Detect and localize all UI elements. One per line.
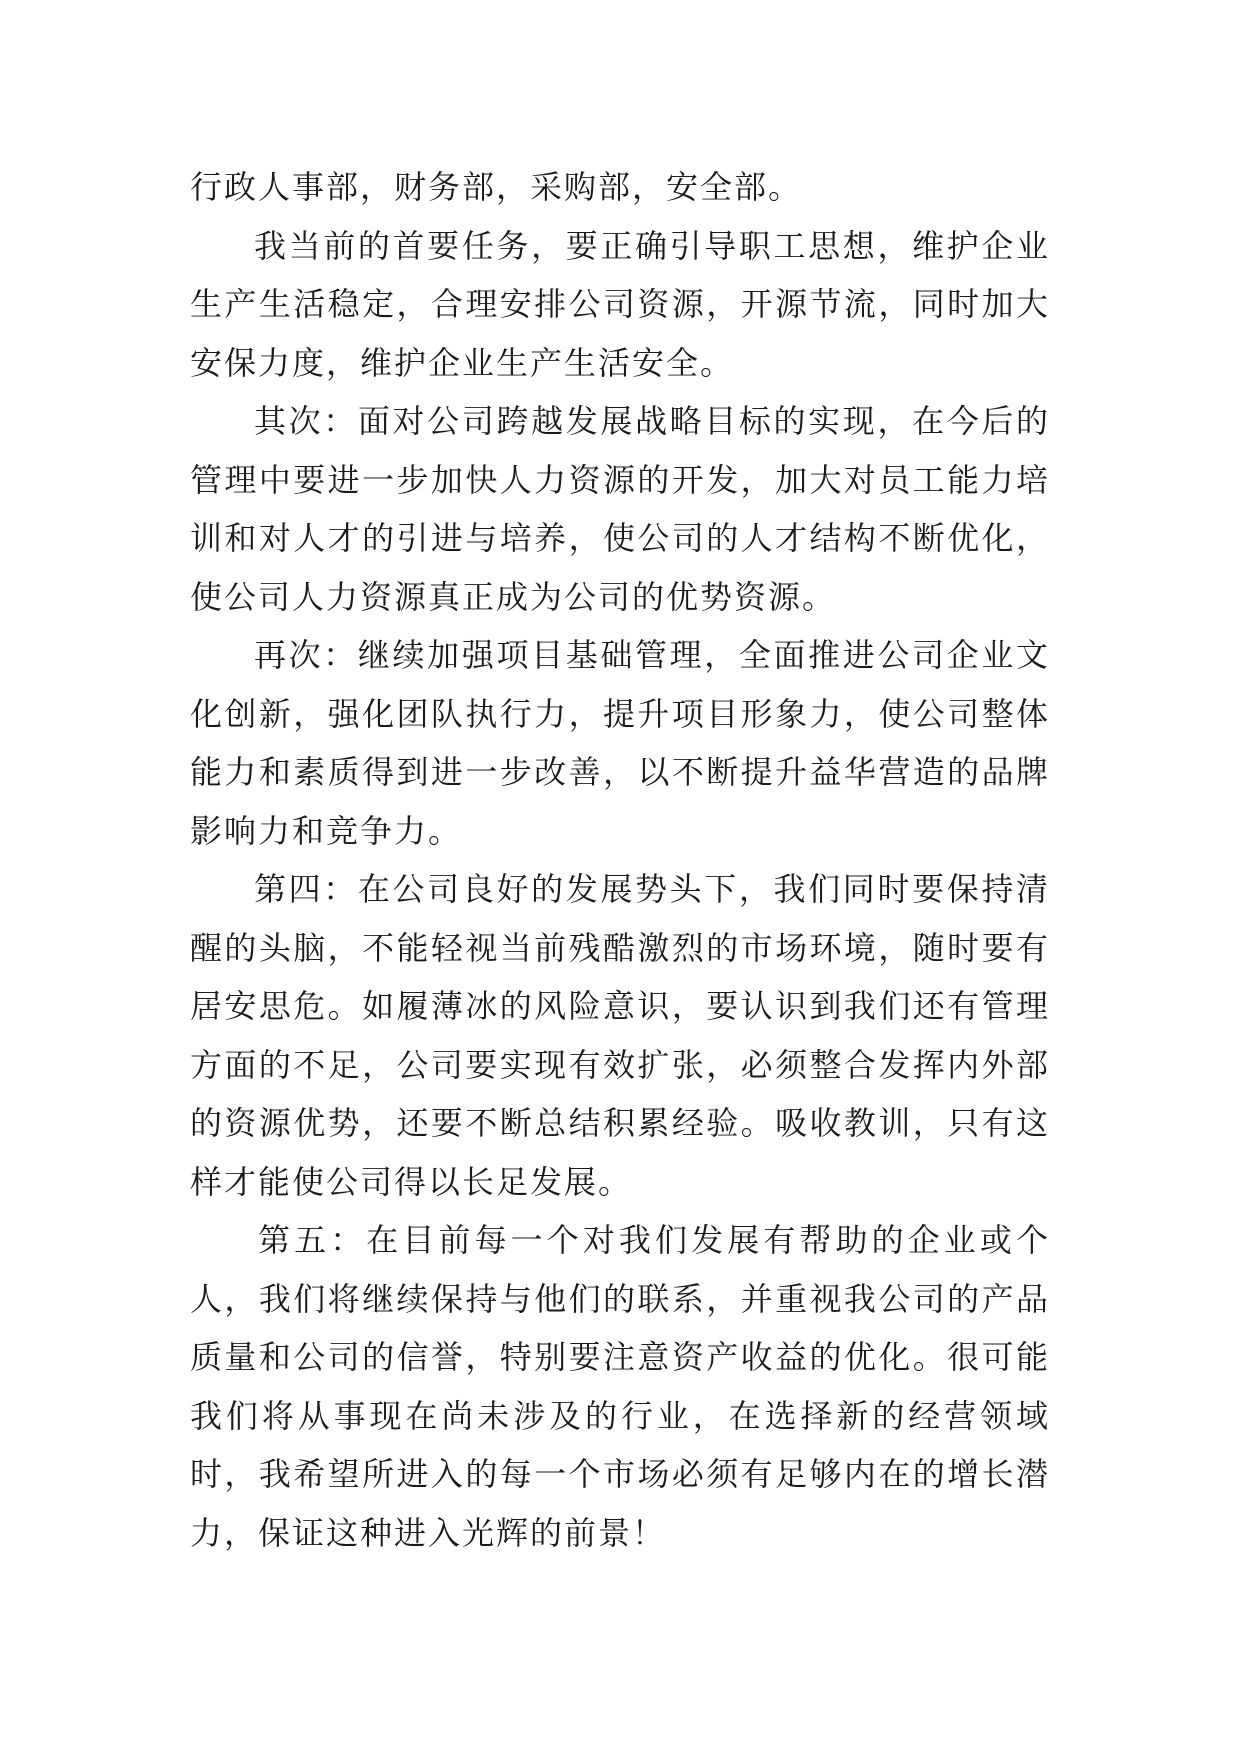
paragraph-departments: 行政人事部，财务部，采购部，安全部。 bbox=[190, 168, 803, 206]
paragraph-primary-task: 我当前的首要任务，要正确引导职工思想，维护企业生产生活稳定，合理安排公司资源，开源节流，同时加大安保力度，维护企业生产生活安全。 bbox=[190, 226, 1050, 382]
document-body bbox=[190, 158, 1050, 1562]
paragraph-thirdly: 再次：继续加强项目基础管理，全面推进公司企业文化创新，强化团队执行力，提升项目形象力，使公司整体能力和素质得到进一步改善，以不断提升益华营造的品牌影响力和竞争力。 bbox=[190, 636, 1050, 850]
paragraph-secondly: 其次：面对公司跨越发展战略目标的实现，在今后的管理中要进一步加快人力资源的开发，加大对员工能力培训和对人才的引进与培养，使公司的人才结构不断优化，使公司人力资源真正成为公司的优势资源。 bbox=[190, 402, 1050, 616]
paragraph-fifth: 第五：在目前每一个对我们发展有帮助的企业或个人，我们将继续保持与他们的联系，并重视我公司的产品质量和公司的信誉，特别要注意资产收益的优化。很可能我们将从事现在尚未涉及的行业，在选择新的经营领域时，我希望所进入的每一个市场必须有足够内在的增长潜力，保证这种进入光辉的前景！ bbox=[190, 1221, 1050, 1552]
paragraph-fourth: 第四：在公司良好的发展势头下，我们同时要保持清醒的头脑，不能轻视当前残酷激烈的市场环境，随时要有居安思危。如履薄冰的风险意识，要认识到我们还有管理方面的不足，公司要实现有效扩张，必须整合发挥内外部的资源优势，还要不断总结积累经验。吸收教训，只有这样才能使公司得以长足发展。 bbox=[190, 870, 1050, 1201]
